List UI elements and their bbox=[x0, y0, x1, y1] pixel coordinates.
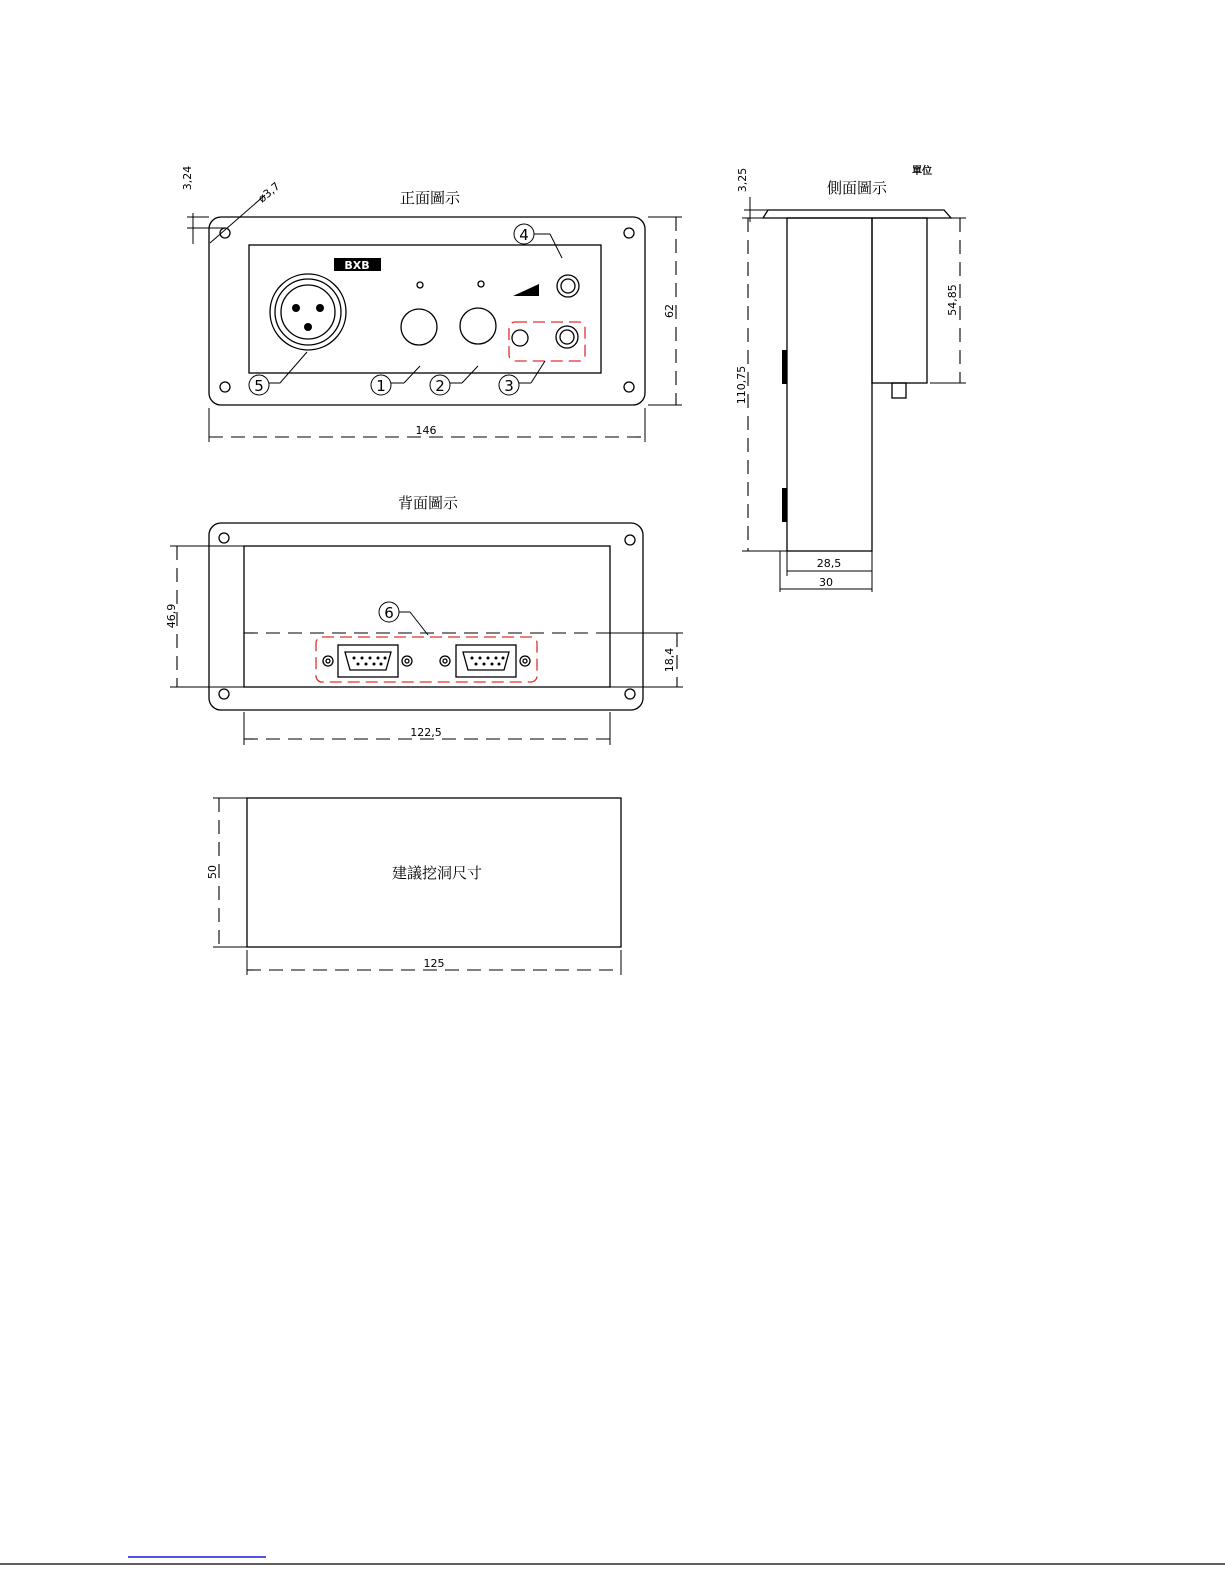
side-view-title: 側面圖示 bbox=[827, 179, 888, 197]
mounting-hole-icon bbox=[220, 382, 230, 392]
volume-wedge-icon bbox=[513, 284, 539, 296]
mounting-hole-icon bbox=[624, 228, 634, 238]
side-right-box bbox=[872, 218, 927, 383]
mounting-hole-icon bbox=[625, 689, 635, 699]
back-connector-height-label: 18,4 bbox=[663, 647, 676, 673]
side-inner-width-label: 28,5 bbox=[816, 557, 842, 570]
cutout-height-label: 50 bbox=[206, 865, 219, 879]
page-footer bbox=[0, 1557, 1225, 1564]
cutout-view bbox=[206, 798, 621, 975]
push-button-2-icon bbox=[460, 308, 496, 344]
back-view-title: 背面圖示 bbox=[398, 494, 459, 512]
mounting-hole-icon bbox=[625, 535, 635, 545]
callout-1 bbox=[371, 366, 420, 395]
front-inner-panel bbox=[249, 245, 601, 373]
xlr-connector-icon bbox=[270, 274, 346, 350]
svg-text:6: 6 bbox=[384, 604, 394, 622]
svg-text:2: 2 bbox=[435, 377, 445, 395]
side-right-height-label: 54,85 bbox=[946, 284, 959, 316]
front-width-label: 146 bbox=[415, 424, 437, 437]
side-top-offset-label: 3,25 bbox=[736, 167, 749, 193]
callout-2 bbox=[430, 366, 478, 395]
db9-connector-icon bbox=[323, 645, 412, 677]
side-bump-lower bbox=[782, 488, 787, 522]
front-view-title: 正面圖示 bbox=[400, 189, 461, 207]
led-indicator-icon bbox=[417, 282, 423, 288]
svg-text:4: 4 bbox=[519, 226, 529, 244]
side-top-flange bbox=[763, 210, 951, 218]
side-main-body bbox=[787, 218, 872, 551]
svg-text:1: 1 bbox=[376, 377, 386, 395]
jack-3-icon bbox=[556, 326, 578, 348]
brand-logo-text: BXB bbox=[344, 259, 370, 272]
push-button-1-icon bbox=[401, 309, 437, 345]
svg-text:3: 3 bbox=[504, 377, 514, 395]
unit-label: 單位 bbox=[912, 166, 932, 177]
back-inner-body bbox=[244, 546, 610, 687]
back-height-label: 46,9 bbox=[165, 603, 178, 629]
mounting-hole-icon bbox=[219, 533, 229, 543]
front-top-offset-label: 3,24 bbox=[181, 165, 194, 191]
side-outer-width-label: 30 bbox=[819, 576, 833, 589]
callout-4 bbox=[514, 224, 562, 258]
side-view bbox=[735, 164, 966, 592]
cutout-title: 建議挖洞尺寸 bbox=[391, 864, 483, 882]
brand-logo bbox=[334, 258, 381, 272]
callout-3 bbox=[499, 361, 545, 395]
led-indicator-icon bbox=[478, 281, 484, 287]
back-view bbox=[165, 494, 683, 745]
mounting-hole-icon bbox=[219, 689, 229, 699]
back-width-label: 122,5 bbox=[410, 726, 442, 739]
front-hole-diameter-label: ø3,7 bbox=[255, 179, 283, 206]
callout-6 bbox=[379, 602, 428, 635]
svg-text:5: 5 bbox=[254, 377, 264, 395]
front-view bbox=[181, 166, 682, 442]
db9-connector-icon bbox=[440, 645, 530, 677]
mounting-hole-icon bbox=[624, 382, 634, 392]
front-height-label: 62 bbox=[663, 304, 676, 318]
side-bump-upper bbox=[782, 350, 787, 384]
cutout-width-label: 125 bbox=[423, 957, 445, 970]
small-led-icon bbox=[512, 330, 528, 346]
jack-4-icon bbox=[557, 275, 579, 297]
side-depth-label: 110,75 bbox=[735, 365, 748, 405]
callout-6-highlight bbox=[316, 637, 537, 682]
side-knob bbox=[892, 383, 906, 398]
